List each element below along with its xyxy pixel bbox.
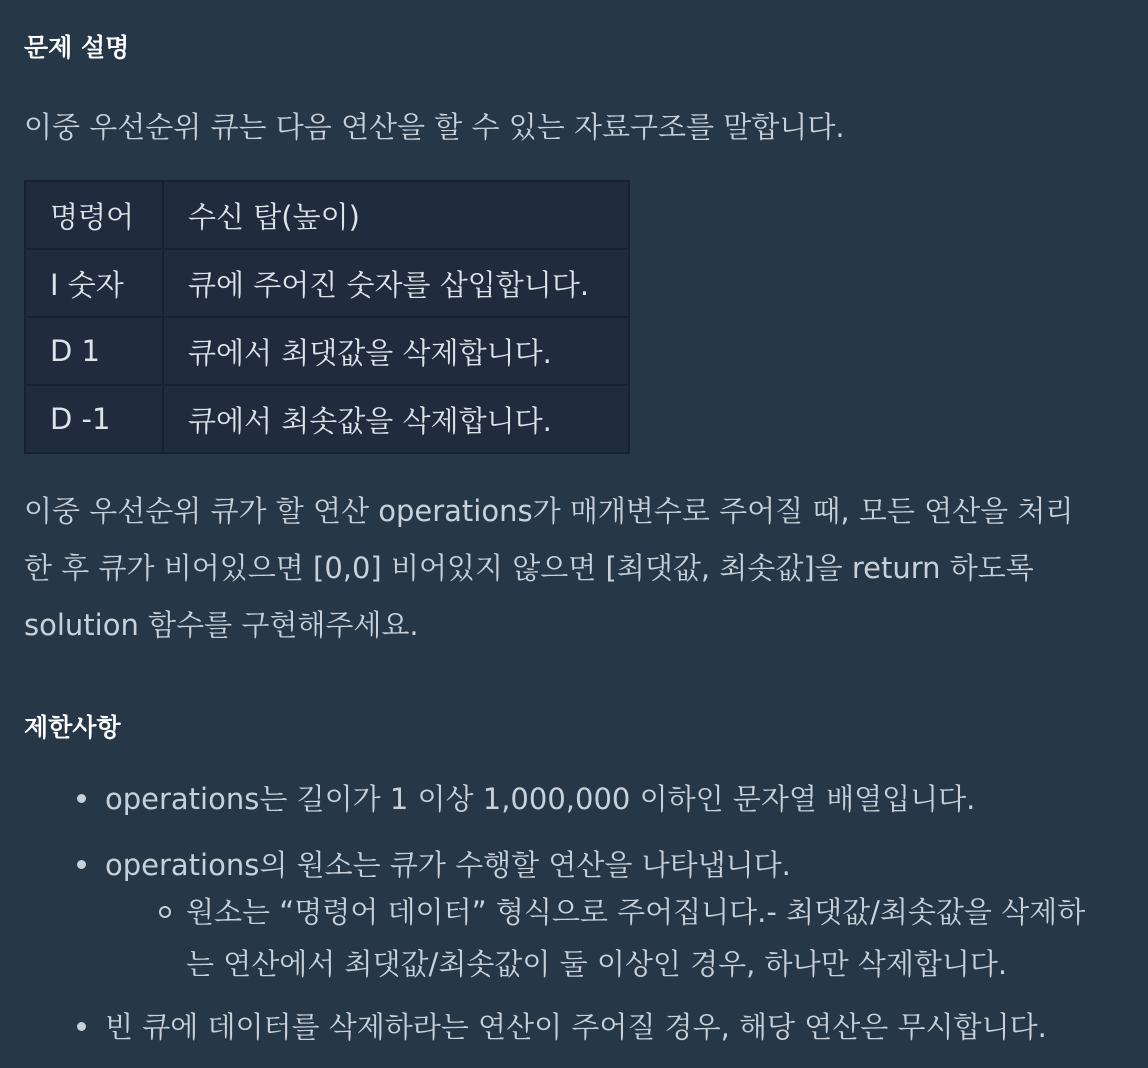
table-header-row — [25, 181, 629, 249]
circle-bullet-icon — [159, 906, 171, 918]
list-item — [24, 998, 1085, 1056]
sub-list-line: 는 연산에서 최댓값/최솟값이 둘 이상인 경우, 하나만 삭제합니다. — [186, 947, 1008, 981]
problem-statement-line: 한 후 큐가 비어있으면 [0,0] 비어있지 않으면 [최댓값, 최솟값]을 return 하도록 — [24, 551, 1034, 585]
table-row — [25, 249, 629, 317]
list-item-text: operations는 길이가 1 이상 1,000,000 이하인 문자열 배열입니다. — [105, 782, 976, 816]
bullet-icon — [77, 1022, 86, 1031]
table-cell: 큐에 주어진 숫자를 삽입합니다. — [163, 249, 629, 317]
intro-text: 이중 우선순위 큐는 다음 연산을 할 수 있는 자료구조를 말합니다. — [24, 110, 845, 144]
limits-heading: 제한사항 — [24, 713, 121, 742]
table-cell: 큐에서 최댓값을 삭제합니다. — [163, 317, 629, 385]
list-item — [24, 836, 1085, 990]
table-cell: D -1 — [25, 385, 163, 453]
table-row — [25, 385, 629, 453]
bullet-icon — [77, 794, 86, 803]
table-row — [25, 317, 629, 385]
sub-list-line: 원소는 “명령어 데이터” 형식으로 주어집니다.- 최댓값/최솟값을 삭제하 — [186, 895, 1086, 929]
list-item-text: operations의 원소는 큐가 수행할 연산을 나타냅니다. — [105, 848, 791, 882]
table-cell: D 1 — [25, 317, 163, 385]
problem-statement-line: solution 함수를 구현해주세요. — [24, 608, 419, 642]
table-cell: I 숫자 — [25, 249, 163, 317]
problem-statement — [24, 483, 1073, 654]
problem-statement-line: 이중 우선순위 큐가 할 연산 operations가 매개변수로 주어질 때, 모든 연산을 처리 — [24, 494, 1074, 528]
description-heading: 문제 설명 — [24, 33, 130, 62]
sub-list — [105, 886, 1085, 990]
list-item-text: 빈 큐에 데이터를 삭제하라는 연산이 주어질 경우, 해당 연산은 무시합니다. — [105, 1010, 1047, 1044]
bullet-icon — [77, 860, 86, 869]
table-cell: 큐에서 최솟값을 삭제합니다. — [163, 385, 629, 453]
command-table — [24, 180, 630, 454]
table-header-cell: 수신 탑(높이) — [163, 181, 629, 249]
list-item — [24, 770, 1085, 828]
constraints-list — [24, 770, 1085, 1064]
table-header-cell: 명령어 — [25, 181, 163, 249]
sub-list-item — [105, 886, 1085, 990]
